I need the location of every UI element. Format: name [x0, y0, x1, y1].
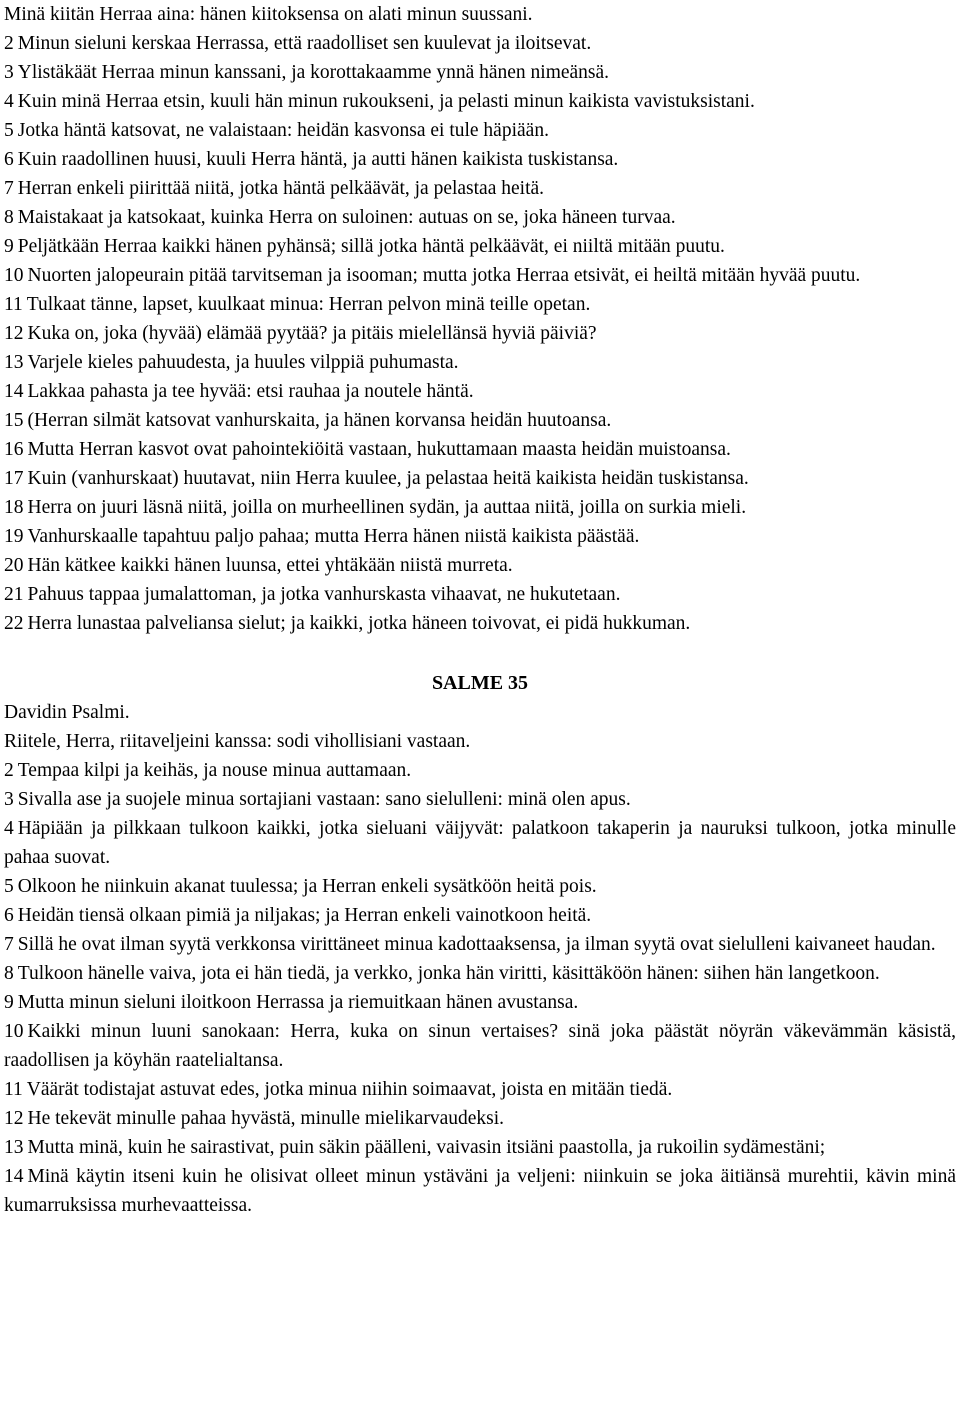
verse-number: 12 [4, 323, 24, 344]
verse-number: 17 [4, 468, 24, 489]
verse [4, 609, 956, 638]
verse [4, 203, 956, 232]
verse-number: 9 [4, 992, 14, 1013]
verse-number: 13 [4, 1137, 24, 1158]
verse-text: Minun sieluni kerskaa Herrassa, että raadolliset sen kuulevat ja iloitsevat. [17, 33, 592, 54]
verse-number: 13 [4, 352, 24, 373]
verse [4, 29, 956, 58]
verse [4, 493, 956, 522]
verse-text: Ylistäkäät Herraa minun kanssani, ja korottakaamme ynnä hänen nimeänsä. [17, 62, 610, 83]
verse [4, 0, 956, 29]
verse [4, 261, 956, 290]
verse-text: (Herran silmät katsovat vanhurskaita, ja hänen korvansa heidän huutoansa. [27, 410, 612, 431]
verse-text: Nuorten jalopeurain pitää tarvitseman ja isooman; mutta jotka Herraa etsivät, ei heiltä mitään hyvää puutu. [27, 265, 861, 286]
verse-number: 10 [4, 265, 24, 286]
verse [4, 785, 956, 814]
verse-text: Vanhurskaalle tapahtuu paljo pahaa; mutta Herra hänen niistä kaikista päästää. [27, 526, 640, 547]
verse-text: Pahuus tappaa jumalattoman, ja jotka vanhurskasta vihaavat, ne hukutetaan. [27, 584, 621, 605]
verse-text: Kaikki minun luuni sanokaan: Herra, kuka on sinun vertaises? sinä joka päästät nöyrän väkevämmän käsistä, raadollisen ja köyhän raatelialtansa. [4, 1021, 956, 1071]
verse-text: Herra on juuri läsnä niitä, joilla on murheellinen sydän, ja auttaa niitä, joilla on surkia mieli. [27, 497, 747, 518]
verse-number: 18 [4, 497, 24, 518]
verse [4, 319, 956, 348]
verse-text: Minä kiitän Herraa aina: hänen kiitoksensa on alati minun suussani. [4, 4, 533, 25]
verse-text: Herran enkeli piirittää niitä, jotka häntä pelkäävät, ja pelastaa heitä. [17, 178, 545, 199]
verse [4, 435, 956, 464]
verse-number: 5 [4, 120, 14, 141]
verse [4, 551, 956, 580]
verse [4, 377, 956, 406]
verse-text: Mutta minä, kuin he sairastivat, puin säkin päälleni, vaivasin itsiäni paastolla, ja rukoilin sydämestäni; [27, 1137, 826, 1158]
verse-text: Lakkaa pahasta ja tee hyvää: etsi rauhaa ja noutele häntä. [27, 381, 474, 402]
verse-text: Maistakaat ja katsokaat, kuinka Herra on suloinen: autuas on se, joka häneen turvaa. [17, 207, 676, 228]
verse-text: Kuin minä Herraa etsin, kuuli hän minun rukoukseni, ja pelasti minun kaikista vavistuksistani. [17, 91, 755, 112]
verse [4, 87, 956, 116]
verse-number: 4 [4, 91, 14, 112]
verse [4, 814, 956, 872]
verse [4, 348, 956, 377]
verse [4, 756, 956, 785]
verse [4, 872, 956, 901]
verse-number: 21 [4, 584, 24, 605]
verse-number: 10 [4, 1021, 24, 1042]
verse-text: Kuin raadollinen huusi, kuuli Herra häntä, ja autti hänen kaikista tuskistansa. [17, 149, 619, 170]
verse-text: Minä käytin itseni kuin he olisivat olleet minun ystäväni ja veljeni: niinkuin se joka äitiänsä murehtii, kävin minä kumarruksissa murhevaatteissa. [4, 1166, 956, 1216]
verse [4, 1104, 956, 1133]
verse-number: 4 [4, 818, 14, 839]
verse [4, 959, 956, 988]
document-page [4, 0, 956, 1220]
verse [4, 522, 956, 551]
verse-number: 11 [4, 294, 23, 315]
section-subtitle: Davidin Psalmi. [4, 702, 130, 723]
verse [4, 174, 956, 203]
verse-number: 7 [4, 178, 14, 199]
verse [4, 1017, 956, 1075]
verse-number: 20 [4, 555, 24, 576]
verse-text: Sillä he ovat ilman syytä verkkonsa virittäneet minua kadottaaksensa, ja ilman syytä ovat sielulleni kaivaneet haudan. [17, 934, 936, 955]
verse-number: 6 [4, 149, 14, 170]
verse [4, 464, 956, 493]
verse-text: Tulkaat tänne, lapset, kuulkaat minua: Herran pelvon minä teille opetan. [26, 294, 591, 315]
section-title-text: SALME 35 [431, 672, 529, 694]
verse-number: 6 [4, 905, 14, 926]
verse-text: Hän kätkee kaikki hänen luunsa, ettei yhtäkään niistä murreta. [27, 555, 513, 576]
verse-text: Väärät todistajat astuvat edes, jotka minua niihin soimaavat, joista en mitään tiedä. [26, 1079, 673, 1100]
verse-text: Herra lunastaa palveliansa sielut; ja kaikki, jotka häneen toivovat, ei pidä hukkuman. [27, 613, 691, 634]
verse [4, 58, 956, 87]
verse-number: 5 [4, 876, 14, 897]
verse-text: Mutta minun sieluni iloitkoon Herrassa ja riemuitkaan hänen avustansa. [17, 992, 579, 1013]
verse-text: Häpiään ja pilkkaan tulkoon kaikki, jotka sieluani väijyvät: palatkoon takaperin ja nauruksi tulkoon, jotka minulle pahaa suovat. [4, 818, 956, 868]
verse [4, 145, 956, 174]
verse [4, 901, 956, 930]
verse-number: 14 [4, 381, 24, 402]
verse-text: Kuin (vanhurskaat) huutavat, niin Herra kuulee, ja pelastaa heitä kaikista heidän tuskistansa. [27, 468, 749, 489]
verse-number: 15 [4, 410, 24, 431]
verse-text: Heidän tiensä olkaan pimiä ja niljakas; ja Herran enkeli vainotkoon heitä. [17, 905, 592, 926]
verse [4, 1075, 956, 1104]
verse-number: 8 [4, 207, 14, 228]
psalm-35-verses [4, 727, 956, 1220]
verse-text: Peljätkään Herraa kaikki hänen pyhänsä; sillä jotka häntä pelkäävät, ei niiltä mitään puutu. [17, 236, 725, 257]
verse-text: Mutta Herran kasvot ovat pahointekiöitä vastaan, hukuttamaan maasta heidän muistoansa. [27, 439, 731, 460]
verse [4, 1133, 956, 1162]
verse-text: Riitele, Herra, riitaveljeini kanssa: sodi vihollisiani vastaan. [4, 731, 471, 752]
verse-number: 16 [4, 439, 24, 460]
verse-number: 11 [4, 1079, 23, 1100]
verse [4, 580, 956, 609]
verse [4, 988, 956, 1017]
verse-text: Olkoon he niinkuin akanat tuulessa; ja Herran enkeli sysätköön heitä pois. [17, 876, 597, 897]
verse [4, 290, 956, 319]
section-spacer [4, 638, 956, 669]
section-title [4, 669, 956, 698]
verse-text: Varjele kieles pahuudesta, ja huules vilppiä puhumasta. [27, 352, 459, 373]
verse [4, 727, 956, 756]
verse-number: 12 [4, 1108, 24, 1129]
verse [4, 406, 956, 435]
verse [4, 232, 956, 261]
verse-text: Sivalla ase ja suojele minua sortajiani vastaan: sano sielulleni: minä olen apus. [17, 789, 631, 810]
verse-number: 8 [4, 963, 14, 984]
verse-text: He tekevät minulle pahaa hyvästä, minulle mielikarvaudeksi. [27, 1108, 505, 1129]
verse-number: 7 [4, 934, 14, 955]
verse-number: 3 [4, 62, 14, 83]
verse-number: 14 [4, 1166, 24, 1187]
verse-number: 22 [4, 613, 24, 634]
verse [4, 116, 956, 145]
verse-text: Tempaa kilpi ja keihäs, ja nouse minua auttamaan. [17, 760, 412, 781]
verse-number: 19 [4, 526, 24, 547]
verse-number: 2 [4, 33, 14, 54]
verse [4, 930, 956, 959]
verse-number: 9 [4, 236, 14, 257]
verse [4, 1162, 956, 1220]
verse-number: 3 [4, 789, 14, 810]
psalm-34-verses [4, 0, 956, 638]
verse-text: Tulkoon hänelle vaiva, jota ei hän tiedä, ja verkko, jonka hän viritti, käsittäköön hänen: siihen hän langetkoon. [17, 963, 880, 984]
verse-text: Kuka on, joka (hyvää) elämää pyytää? ja pitäis mielellänsä hyviä päiviä? [27, 323, 597, 344]
verse-number: 2 [4, 760, 14, 781]
verse-text: Jotka häntä katsovat, ne valaistaan: heidän kasvonsa ei tule häpiään. [17, 120, 549, 141]
